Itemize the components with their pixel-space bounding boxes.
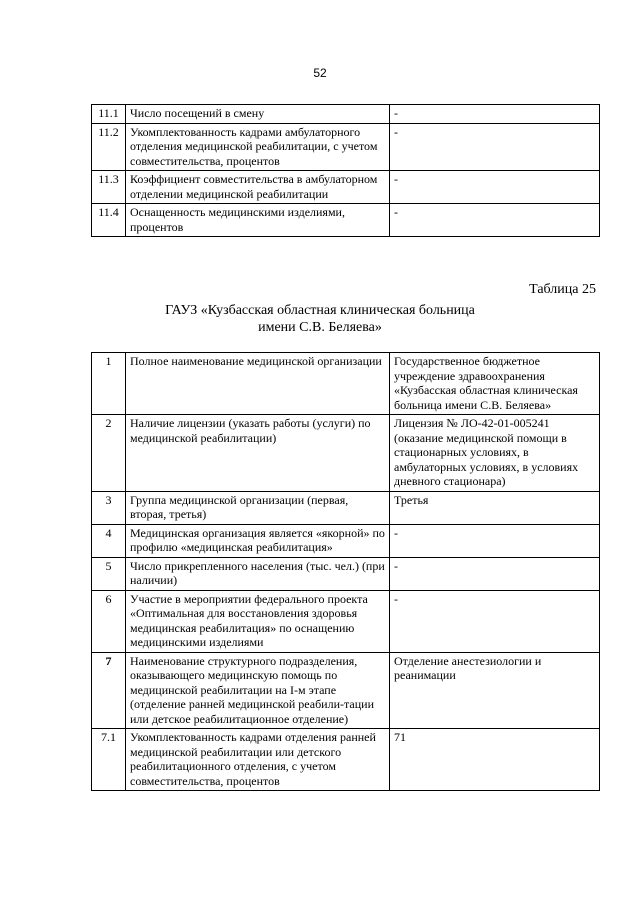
row-number: 11.4 [92,204,126,237]
row-label: Коэффициент совместительства в амбулаторном отделении медицинской реабилитации [126,171,390,204]
row-label: Медицинская организация является «якорной» по профилю «медицинская реабилитация» [126,524,390,557]
row-label: Полное наименование медицинской организации [126,353,390,415]
row-value: Государственное бюджетное учреждение здравоохранения «Кузбасская областная клиническая больница имени С.В. Беляева» [390,353,600,415]
row-value: - [390,204,600,237]
row-value: - [390,105,600,124]
table-row [92,123,600,171]
row-label: Участие в мероприятии федерального проекта «Оптимальная для восстановления здоровья медицинская реабилитация» по оснащению медицинскими изделиями [126,590,390,652]
row-label: Оснащенность медицинскими изделиями, процентов [126,204,390,237]
row-number: 4 [92,524,126,557]
row-label: Группа медицинской организации (первая, вторая, третья) [126,491,390,524]
row-number: 5 [92,557,126,590]
row-value: - [390,123,600,171]
table-row [92,105,600,124]
row-value: 71 [390,729,600,791]
row-value: - [390,557,600,590]
row-number: 3 [92,491,126,524]
row-number: 7.1 [92,729,126,791]
row-number: 7 [92,652,126,729]
table-row [92,557,600,590]
section-title-line2: имени С.В. Беляева» [258,320,382,335]
row-label: Наличие лицензии (указать работы (услуги) по медицинской реабилитации) [126,415,390,492]
row-number: 11.2 [92,123,126,171]
page-number: 52 [313,66,327,80]
row-label: Укомплектованность кадрами амбулаторного отделения медицинской реабилитации, с учетом совместительства, процентов [126,123,390,171]
row-value: Лицензия № ЛО-42-01-005241 (оказание медицинской помощи в стационарных условиях, в амбулаторных условиях, в условиях дневного стационара) [390,415,600,492]
row-label: Число посещений в смену [126,105,390,124]
table-row [92,491,600,524]
table-row [92,353,600,415]
table-row [92,524,600,557]
table-row [92,415,600,492]
table-25 [91,352,600,791]
section-title-line1: ГАУЗ «Кузбасская областная клиническая больница [165,303,475,318]
table-top-continuation [91,104,600,237]
row-value: - [390,524,600,557]
row-value: - [390,171,600,204]
table-row [92,729,600,791]
table-row [92,652,600,729]
table-caption: Таблица 25 [529,282,596,297]
row-label: Наименование структурного подразделения, оказывающего медицинскую помощь по медицинской реабилитации на I-м этапе (отделение ранней медицинской реабили-тации или детское реабилитационное отделение) [126,652,390,729]
row-label: Укомплектованность кадрами отделения ранней медицинской реабилитации или детского реабилитационного отделения, с учетом совместительства, процентов [126,729,390,791]
row-number: 11.1 [92,105,126,124]
row-value: - [390,590,600,652]
table-row [92,171,600,204]
row-number: 6 [92,590,126,652]
table-row [92,204,600,237]
row-number: 1 [92,353,126,415]
row-label: Число прикрепленного населения (тыс. чел.) (при наличии) [126,557,390,590]
row-number: 2 [92,415,126,492]
row-value: Третья [390,491,600,524]
row-number: 11.3 [92,171,126,204]
table-row [92,590,600,652]
section-title [0,302,640,336]
row-value: Отделение анестезиологии и реанимации [390,652,600,729]
